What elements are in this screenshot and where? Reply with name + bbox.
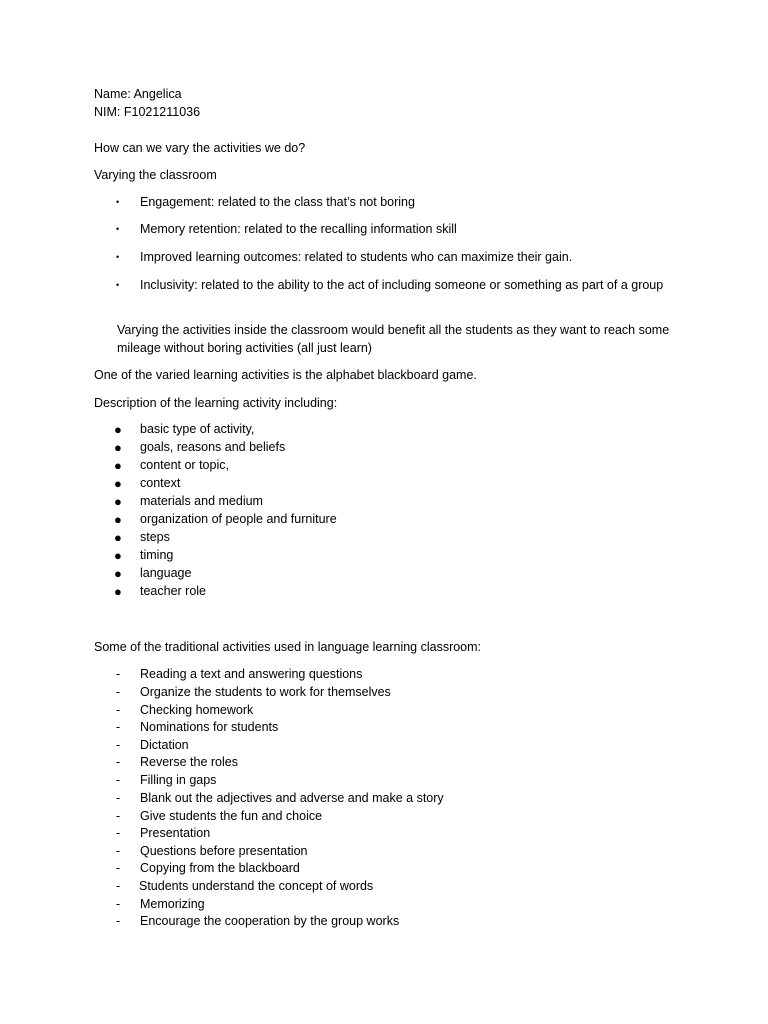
bullet-filled-icon: ● [114, 584, 122, 599]
bullet-dash-icon: - [116, 738, 121, 752]
bullet-dash-icon: - [116, 720, 121, 734]
list-item-text: Memorizing [140, 897, 205, 911]
bullet-dash-icon: - [116, 685, 121, 699]
section1-heading: Varying the classroom [94, 168, 217, 182]
bullet-filled-icon: ● [114, 566, 122, 581]
bullet-dash-icon: - [116, 809, 121, 823]
bullet-filled-icon: ● [114, 476, 122, 491]
question-heading: How can we vary the activities we do? [94, 141, 306, 155]
student-name: Name: Angelica [94, 87, 182, 101]
list-item-text: basic type of activity, [140, 422, 255, 436]
list-item-text: organization of people and furniture [140, 512, 337, 526]
bullet-dash-icon: - [116, 879, 121, 893]
bullet-dot-icon: • [116, 252, 120, 262]
bullet-filled-icon: ● [114, 440, 122, 455]
bullet-dash-icon: - [116, 791, 121, 805]
bullet-filled-icon: ● [114, 494, 122, 509]
list-item-text: content or topic, [140, 458, 229, 472]
bullet-filled-icon: ● [114, 458, 122, 473]
list-item-text: Blank out the adjectives and adverse and make a story [140, 791, 444, 805]
list-item-text: Students understand the concept of words [139, 879, 374, 893]
list-item-text: Presentation [140, 826, 211, 840]
list-item-text: Give students the fun and choice [140, 809, 323, 823]
list-item-text: Reading a text and answering questions [140, 667, 363, 681]
bullet-filled-icon: ● [114, 548, 122, 563]
bullet-dash-icon: - [116, 667, 121, 681]
bullet-dash-icon: - [116, 773, 121, 787]
bullet-filled-icon: ● [114, 530, 122, 545]
section1-summary: Varying the activities inside the classroom would benefit all the students as they want to reach some mileage without boring activities (all just learn) [117, 323, 670, 355]
list-item-text: teacher role [140, 584, 207, 598]
list-item-text: Reverse the roles [140, 755, 238, 769]
bullet-filled-icon: ● [114, 422, 122, 437]
list-item-text: Questions before presentation [140, 844, 308, 858]
bullet-dash-icon: - [116, 897, 121, 911]
bullet-dot-icon: • [116, 224, 120, 234]
bullet-dash-icon: - [116, 703, 121, 717]
bullet-dash-icon: - [116, 861, 121, 875]
intro-line: One of the varied learning activities is the alphabet blackboard game. [94, 368, 477, 382]
list-item-text: Engagement: related to the class that’s not boring [140, 195, 415, 209]
student-nim: NIM: F1021211036 [94, 105, 201, 119]
bullet-dash-icon: - [116, 914, 121, 928]
list-item-text: Copying from the blackboard [140, 861, 300, 875]
list-item-text: goals, reasons and beliefs [140, 440, 286, 454]
list-item-text: Filling in gaps [140, 773, 217, 787]
list-item-text: Improved learning outcomes: related to students who can maximize their gain. [140, 250, 573, 264]
bullet-dash-icon: - [116, 755, 121, 769]
list-item-text: materials and medium [140, 494, 263, 508]
section2-heading: Description of the learning activity including: [94, 396, 338, 410]
bullet-dot-icon: • [116, 280, 120, 290]
list-item-text: Dictation [140, 738, 189, 752]
bullet-filled-icon: ● [114, 512, 122, 527]
list-item-text: steps [140, 530, 170, 544]
list-item-text: language [140, 566, 192, 580]
bullet-dash-icon: - [116, 826, 121, 840]
bullet-dot-icon: • [116, 197, 120, 207]
list-item-text: Inclusivity: related to the ability to the act of including someone or something as part of a group [140, 278, 664, 292]
section3-heading: Some of the traditional activities used in language learning classroom: [94, 640, 482, 654]
list-item-text: timing [140, 548, 174, 562]
list-item-text: context [140, 476, 181, 490]
list-item-text: Checking homework [140, 703, 254, 717]
list-item-text: Encourage the cooperation by the group works [140, 914, 400, 928]
list-item-text: Organize the students to work for themselves [140, 685, 391, 699]
list-item-text: Nominations for students [140, 720, 279, 734]
list-item-text: Memory retention: related to the recalling information skill [140, 222, 457, 236]
bullet-dash-icon: - [116, 844, 121, 858]
